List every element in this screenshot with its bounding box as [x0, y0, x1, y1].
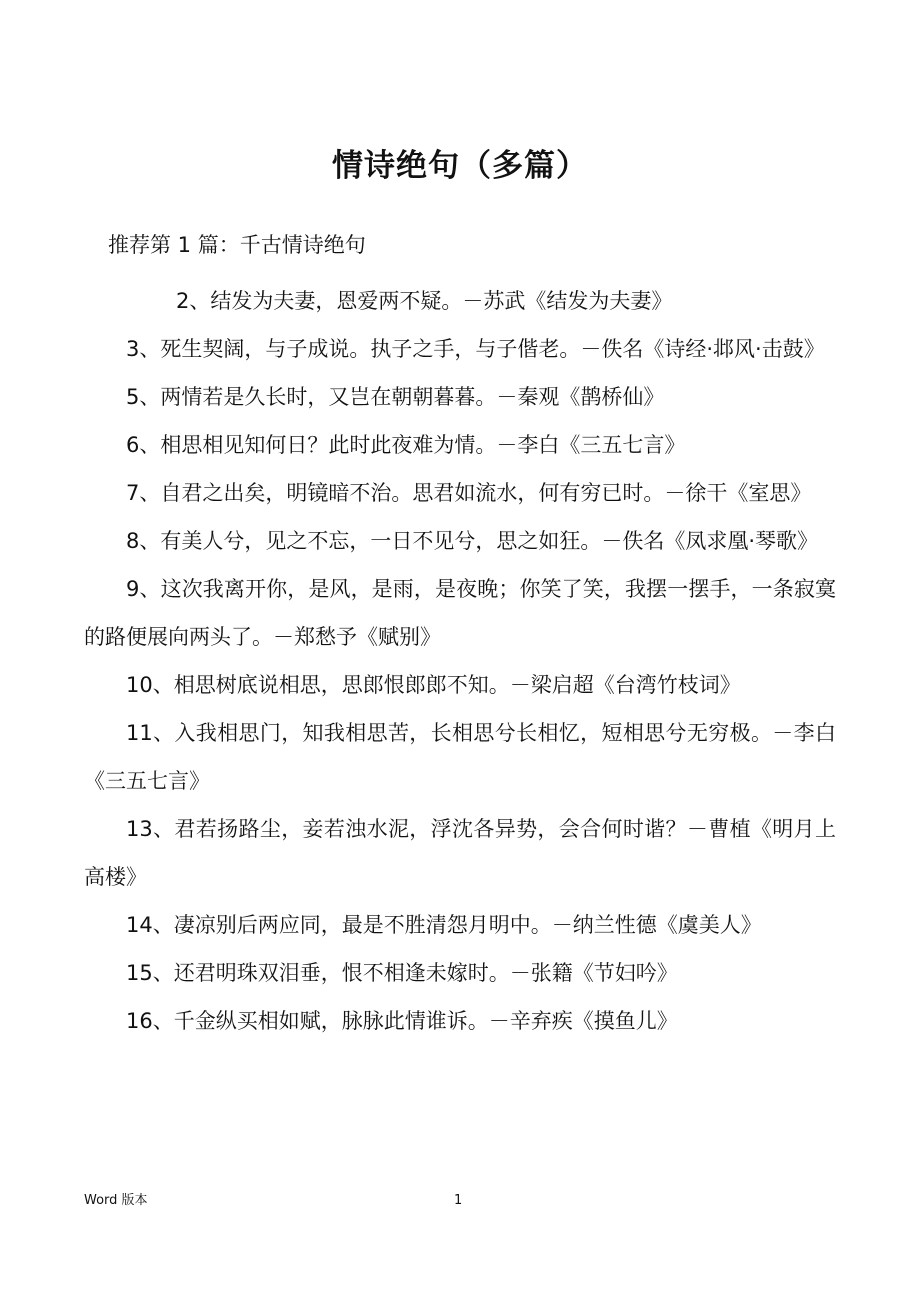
poem-line: 7、自君之出矣，明镜暗不治。思君如流水，何有穷已时。－徐干《室思》	[126, 481, 812, 505]
poem-list	[84, 277, 836, 1045]
poem-line: 11、入我相思门，知我相思苦，长相思兮长相忆，短相思兮无穷极。－李白《三五七言》	[84, 721, 836, 793]
document-title: 情诗绝句（多篇）	[332, 148, 588, 184]
subtitle: 推荐第 1 篇：千古情诗绝句	[108, 233, 366, 257]
poem-line: 13、君若扬路尘，妾若浊水泥，浮沈各异势，会合何时谐？－曹植《明月上高楼》	[84, 817, 836, 889]
poem-line: 14、凄凉别后两应同，最是不胜清怨月明中。－纳兰性德《虞美人》	[126, 913, 762, 937]
poem-line: 9、这次我离开你，是风，是雨，是夜晚；你笑了笑，我摆一摆手，一条寂寞的路便展向两头了。－郑愁予《赋别》	[84, 577, 836, 649]
poem-line: 3、死生契阔，与子成说。执子之手，与子偕老。－佚名《诗经·邶风·击鼓》	[126, 337, 825, 361]
poem-line: 15、还君明珠双泪垂，恨不相逢未嫁时。－张籍《节妇吟》	[126, 961, 678, 985]
poem-line: 2、结发为夫妻，恩爱两不疑。－苏武《结发为夫妻》	[176, 289, 673, 313]
poem-line: 8、有美人兮，见之不忘，一日不见兮，思之如狂。－佚名《凤求凰·琴歌》	[126, 529, 819, 553]
poem-line: 5、两情若是久长时，又岂在朝朝暮暮。－秦观《鹊桥仙》	[126, 385, 665, 409]
footer-label: Word 版本	[84, 1193, 148, 1208]
poem-line: 6、相思相见知何日？此时此夜难为情。－李白《三五七言》	[126, 433, 686, 457]
page-number: 1	[454, 1193, 463, 1208]
poem-line: 10、相思树底说相思，思郎恨郎郎不知。－梁启超《台湾竹枝词》	[126, 673, 741, 697]
poem-line: 16、千金纵买相如赋，脉脉此情谁诉。－辛弃疾《摸鱼儿》	[126, 1009, 678, 1033]
